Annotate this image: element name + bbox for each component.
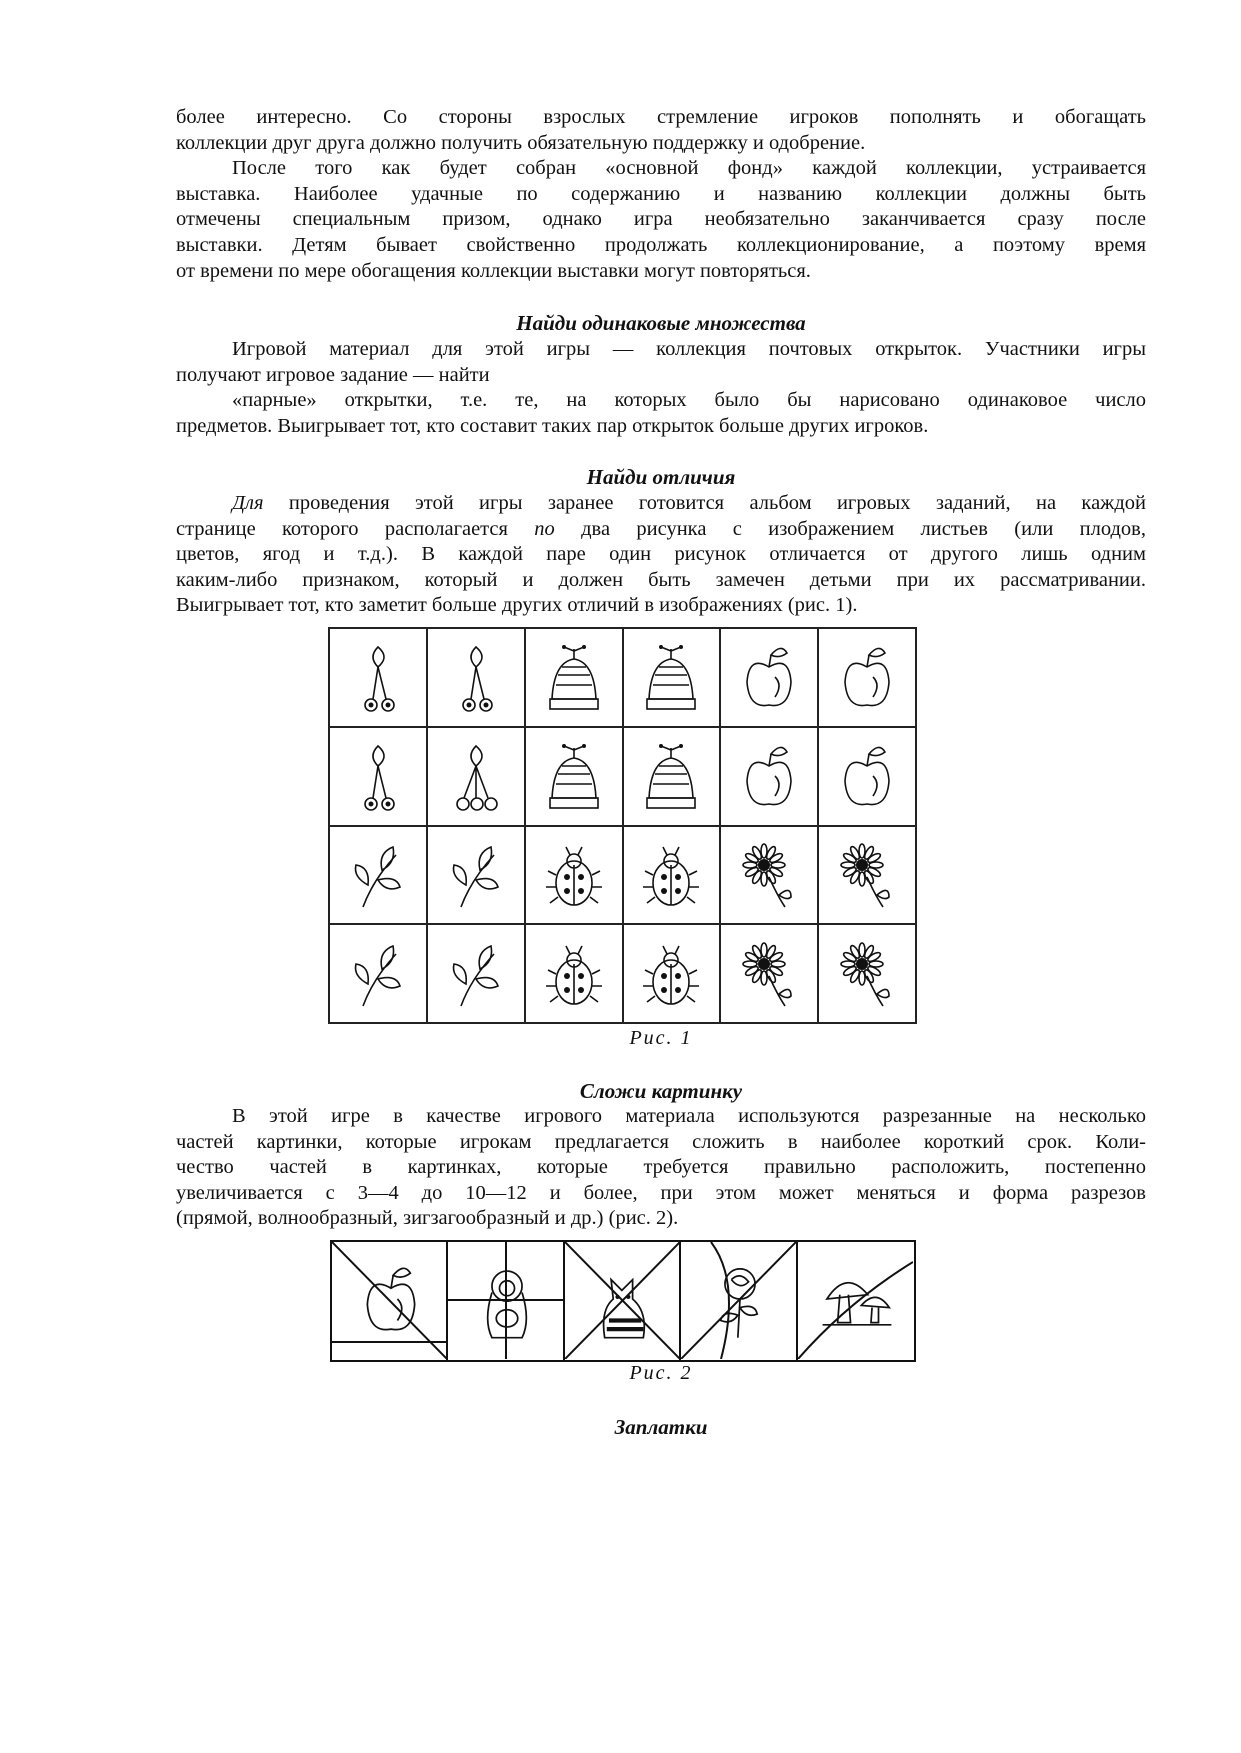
text-span: странице которого располагается [176,517,535,540]
figure-cell [329,628,427,727]
cherry-icon [436,637,516,717]
daisy-icon [729,934,809,1014]
apple-icon [729,637,809,717]
hat-icon [631,637,711,717]
figure-cell [525,924,623,1023]
apple-icon [827,637,907,717]
figure-cell [525,727,623,826]
mushroom-icon [814,1256,900,1342]
ladybug-icon [631,934,711,1014]
puzzle-cell [681,1242,797,1360]
puzzle-cell [448,1242,564,1360]
hat-icon [631,736,711,816]
daisy-icon [827,835,907,915]
figure-cell [329,727,427,826]
branch-icon [436,835,516,915]
text-line: получают игровое задание — найти [176,363,490,386]
section-heading: Сложи картинку [579,1079,743,1103]
figure-cell [329,924,427,1023]
text-line: (прямой, волнообразный, зигзагообразный и др.) (рис. 2). [176,1207,679,1230]
text-line: коллекции друг друга должно получить обязательную поддержку и одобрение. [176,131,866,154]
figure-cell [720,628,818,727]
italic-word: по [534,517,555,540]
figure-caption: Рис. 2 [629,1362,693,1384]
figure-cell [623,924,721,1023]
text-line [176,491,1146,517]
section-heading: Найди отличия [586,465,736,489]
intro-text [176,105,1146,284]
figure-cell [427,924,525,1023]
ladybug-icon [631,835,711,915]
cat-icon [581,1256,667,1342]
figure-cell [525,826,623,925]
figure-cell [623,628,721,727]
figure-caption: Рис. 1 [629,1027,693,1049]
text-line: увеличивается с 3—4 до 10—12 и более, при этом может меняться и форма разрезов [176,1181,1146,1204]
text-line: чество частей в картинках, которые требуется правильно расположить, постепенно [176,1156,1146,1179]
ladybug-icon [534,835,614,915]
text-line: После того как будет собран «основной фонд» каждой коллекции, устраивается [232,157,1146,180]
figure-cell [427,628,525,727]
text-line: частей картинки, которые игрокам предлагается сложить в наиболее короткий срок. Коли- [176,1130,1146,1153]
apple-icon [827,736,907,816]
figure-cell [427,727,525,826]
figure-cell [525,628,623,727]
rose-icon [697,1256,783,1342]
cherry-icon [338,637,418,717]
italic-word: Для [232,492,264,514]
text-line: выставка. Наиболее удачные по содержанию и названию коллекции должны быть [176,182,1146,205]
hat-icon [534,736,614,816]
ladybug-icon [534,934,614,1014]
text-line: Выигрывает тот, кто заметит больше других отличий в изображениях (рис. 1). [176,594,858,617]
text-line: более интересно. Со стороны взрослых стремление игроков пополнять и обогащать [176,106,1146,128]
figure-2-strip [330,1240,916,1362]
matryoshka-icon [464,1256,550,1342]
figure-cell [720,727,818,826]
text-span: два рисунка с изображением листьев (или плодов, [554,517,1146,540]
text-line [176,517,1146,543]
branch-icon [338,835,418,915]
text-line: каким-либо признаком, который и должен быть замечен детьми при их рассматривании. [176,568,1146,591]
figure-cell [818,826,916,925]
section3-text [176,1104,1146,1232]
text-line: предметов. Выигрывает тот, кто составит таких пар открыток больше других игроков. [176,414,929,437]
section-heading: Заплатки [614,1415,708,1439]
text-span: проведения этой игры заранее готовится альбом игровых заданий, на каждой [263,492,1146,514]
section1-text [176,337,1146,439]
branch-icon [338,934,418,1014]
daisy-icon [827,934,907,1014]
figure-cell [329,826,427,925]
puzzle-cell [332,1242,448,1360]
section-heading: Найди одинаковые множества [516,311,806,335]
apple-icon [348,1256,434,1342]
text-line: цветов, ягод и т.д.). В каждой паре один рисунок отличается от другого лишь одним [176,543,1146,566]
text-line: Игровой материал для этой игры — коллекция почтовых открыток. Участники игры [232,338,1146,360]
branch-icon [436,934,516,1014]
puzzle-cell [565,1242,681,1360]
text-line: В этой игре в качестве игрового материала используются разрезанные на несколько [232,1105,1146,1127]
text-line: от времени по мере обогащения коллекции выставки могут повторяться. [176,259,811,282]
hat-icon [534,637,614,717]
figure-cell [427,826,525,925]
cherry-icon [338,736,418,816]
figure-cell [818,628,916,727]
puzzle-cell [798,1242,914,1360]
figure-cell [623,826,721,925]
text-line: «парные» открытки, т.е. те, на которых было бы нарисовано одинаковое число [232,389,1146,412]
text-line: отмечены специальным призом, однако игра необязательно заканчивается сразу после [176,208,1146,231]
text-line: выставки. Детям бывает свойственно продолжать коллекционирование, а поэтому время [176,233,1146,256]
figure-cell [720,924,818,1023]
daisy-icon [729,835,809,915]
figure-cell [818,924,916,1023]
figure-cell [720,826,818,925]
cherry3-icon [436,736,516,816]
section2-text [176,491,1146,619]
apple-icon [729,736,809,816]
figure-cell [623,727,721,826]
figure-cell [818,727,916,826]
figure-1-grid [328,627,917,1024]
